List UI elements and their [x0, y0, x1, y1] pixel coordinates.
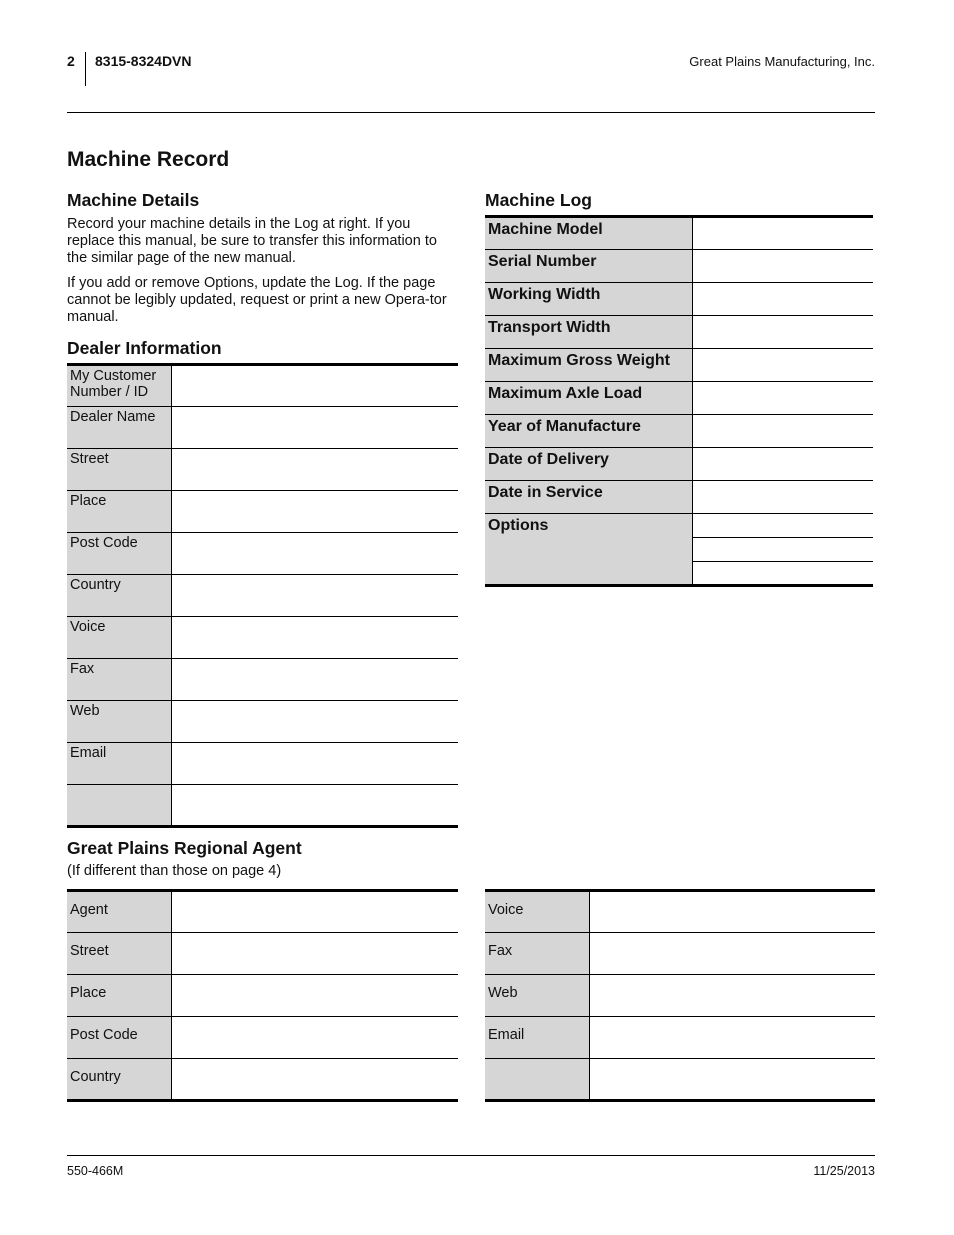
table-row — [67, 407, 458, 449]
log-label-options: Options — [485, 514, 693, 586]
machine-details-section — [67, 190, 459, 326]
log-label-max-axle-load: Maximum Axle Load — [485, 382, 693, 415]
agent-label-email: Email — [485, 1017, 590, 1059]
dealer-info-table — [67, 363, 458, 828]
table-row — [67, 1017, 458, 1059]
log-label-max-gross-weight: Maximum Gross Weight — [485, 349, 693, 382]
agent-field-place[interactable] — [172, 975, 459, 1017]
dealer-field-place[interactable] — [172, 491, 459, 533]
dealer-field-email[interactable] — [172, 743, 459, 785]
table-row — [67, 933, 458, 975]
log-label-serial-number: Serial Number — [485, 250, 693, 283]
dealer-field-web[interactable] — [172, 701, 459, 743]
agent-field-country[interactable] — [172, 1059, 459, 1101]
table-row — [67, 659, 458, 701]
log-label-transport-width: Transport Width — [485, 316, 693, 349]
table-row — [485, 1017, 875, 1059]
table-row — [485, 250, 873, 283]
table-row — [67, 533, 458, 575]
log-field-max-gross-weight[interactable] — [693, 349, 874, 382]
table-row — [67, 975, 458, 1017]
machine-details-paragraph-1: Record your machine details in the Log at right. If you replace this manual, be sure to transfer this information to the similar page of the new manual. — [67, 216, 437, 266]
dealer-field-post-code[interactable] — [172, 533, 459, 575]
footer-rule — [67, 1155, 875, 1156]
agent-label-voice: Voice — [485, 891, 590, 933]
machine-log-heading: Machine Log — [485, 190, 592, 210]
agent-label-place: Place — [67, 975, 172, 1017]
table-row — [67, 743, 458, 785]
log-label-year-of-manufacture: Year of Manufacture — [485, 415, 693, 448]
table-row — [67, 785, 458, 827]
log-field-date-in-service[interactable] — [693, 481, 874, 514]
dealer-field-blank[interactable] — [172, 785, 459, 827]
header-divider — [85, 52, 86, 86]
table-row — [485, 316, 873, 349]
agent-label-blank — [485, 1059, 590, 1101]
table-row — [67, 891, 458, 933]
agent-field-voice[interactable] — [590, 891, 876, 933]
log-field-option-3[interactable] — [693, 562, 874, 586]
dealer-field-voice[interactable] — [172, 617, 459, 659]
agent-field-post-code[interactable] — [172, 1017, 459, 1059]
table-row — [67, 617, 458, 659]
agent-field-agent[interactable] — [172, 891, 459, 933]
table-row — [67, 491, 458, 533]
dealer-field-fax[interactable] — [172, 659, 459, 701]
log-label-date-in-service: Date in Service — [485, 481, 693, 514]
agent-field-email[interactable] — [590, 1017, 876, 1059]
table-row — [485, 933, 875, 975]
log-label-machine-model: Machine Model — [485, 217, 693, 250]
agent-field-web[interactable] — [590, 975, 876, 1017]
agent-label-street: Street — [67, 933, 172, 975]
machine-log-table — [485, 215, 873, 587]
dealer-info-heading: Dealer Information — [67, 338, 222, 358]
log-field-serial-number[interactable] — [693, 250, 874, 283]
table-row — [485, 415, 873, 448]
agent-field-fax[interactable] — [590, 933, 876, 975]
regional-agent-heading: Great Plains Regional Agent — [67, 838, 302, 858]
table-row — [67, 575, 458, 617]
log-field-option-2[interactable] — [693, 538, 874, 562]
table-row — [67, 1059, 458, 1101]
agent-label-country: Country — [67, 1059, 172, 1101]
table-row — [485, 217, 873, 250]
table-row — [67, 449, 458, 491]
table-row — [67, 701, 458, 743]
page-number: 2 — [67, 53, 75, 69]
table-row — [67, 365, 458, 407]
agent-label-fax: Fax — [485, 933, 590, 975]
log-field-option-1[interactable] — [693, 514, 874, 538]
agent-label-web: Web — [485, 975, 590, 1017]
agent-field-street[interactable] — [172, 933, 459, 975]
document-date: 11/25/2013 — [813, 1164, 875, 1178]
dealer-label-country: Country — [67, 575, 172, 617]
dealer-label-blank — [67, 785, 172, 827]
company-name: Great Plains Manufacturing, Inc. — [689, 54, 875, 69]
dealer-label-web: Web — [67, 701, 172, 743]
model-number: 8315-8324DVN — [95, 53, 192, 69]
header-rule — [67, 112, 875, 113]
agent-label-post-code: Post Code — [67, 1017, 172, 1059]
document-number: 550-466M — [67, 1164, 124, 1178]
regional-agent-table-left — [67, 889, 458, 1102]
table-row — [485, 1059, 875, 1101]
dealer-field-customer-number[interactable] — [172, 365, 459, 407]
table-row — [485, 349, 873, 382]
log-field-working-width[interactable] — [693, 283, 874, 316]
table-row — [485, 514, 873, 538]
log-field-machine-model[interactable] — [693, 217, 874, 250]
log-field-transport-width[interactable] — [693, 316, 874, 349]
log-label-working-width: Working Width — [485, 283, 693, 316]
log-field-max-axle-load[interactable] — [693, 382, 874, 415]
dealer-label-post-code: Post Code — [67, 533, 172, 575]
page-title: Machine Record — [67, 148, 230, 171]
table-row — [485, 448, 873, 481]
dealer-label-dealer-name: Dealer Name — [67, 407, 172, 449]
dealer-label-voice: Voice — [67, 617, 172, 659]
dealer-label-fax: Fax — [67, 659, 172, 701]
log-field-date-of-delivery[interactable] — [693, 448, 874, 481]
machine-details-paragraph-2: If you add or remove Options, update the Log. If the page cannot be legibly updated, request or print a new Opera-tor manual. — [67, 275, 447, 325]
dealer-label-street: Street — [67, 449, 172, 491]
agent-label-agent: Agent — [67, 891, 172, 933]
agent-field-blank[interactable] — [590, 1059, 876, 1101]
table-row — [485, 382, 873, 415]
machine-details-heading: Machine Details — [67, 190, 200, 210]
dealer-label-email: Email — [67, 743, 172, 785]
regional-agent-table-right — [485, 889, 875, 1102]
dealer-field-dealer-name[interactable] — [172, 407, 459, 449]
table-row — [485, 283, 873, 316]
dealer-field-country[interactable] — [172, 575, 459, 617]
regional-agent-subheading: (If different than those on page 4) — [67, 863, 282, 879]
table-row — [485, 481, 873, 514]
dealer-label-place: Place — [67, 491, 172, 533]
log-label-date-of-delivery: Date of Delivery — [485, 448, 693, 481]
table-row — [485, 975, 875, 1017]
log-field-year-of-manufacture[interactable] — [693, 415, 874, 448]
dealer-field-street[interactable] — [172, 449, 459, 491]
table-row — [485, 891, 875, 933]
dealer-label-customer-number: My Customer Number / ID — [67, 365, 172, 407]
